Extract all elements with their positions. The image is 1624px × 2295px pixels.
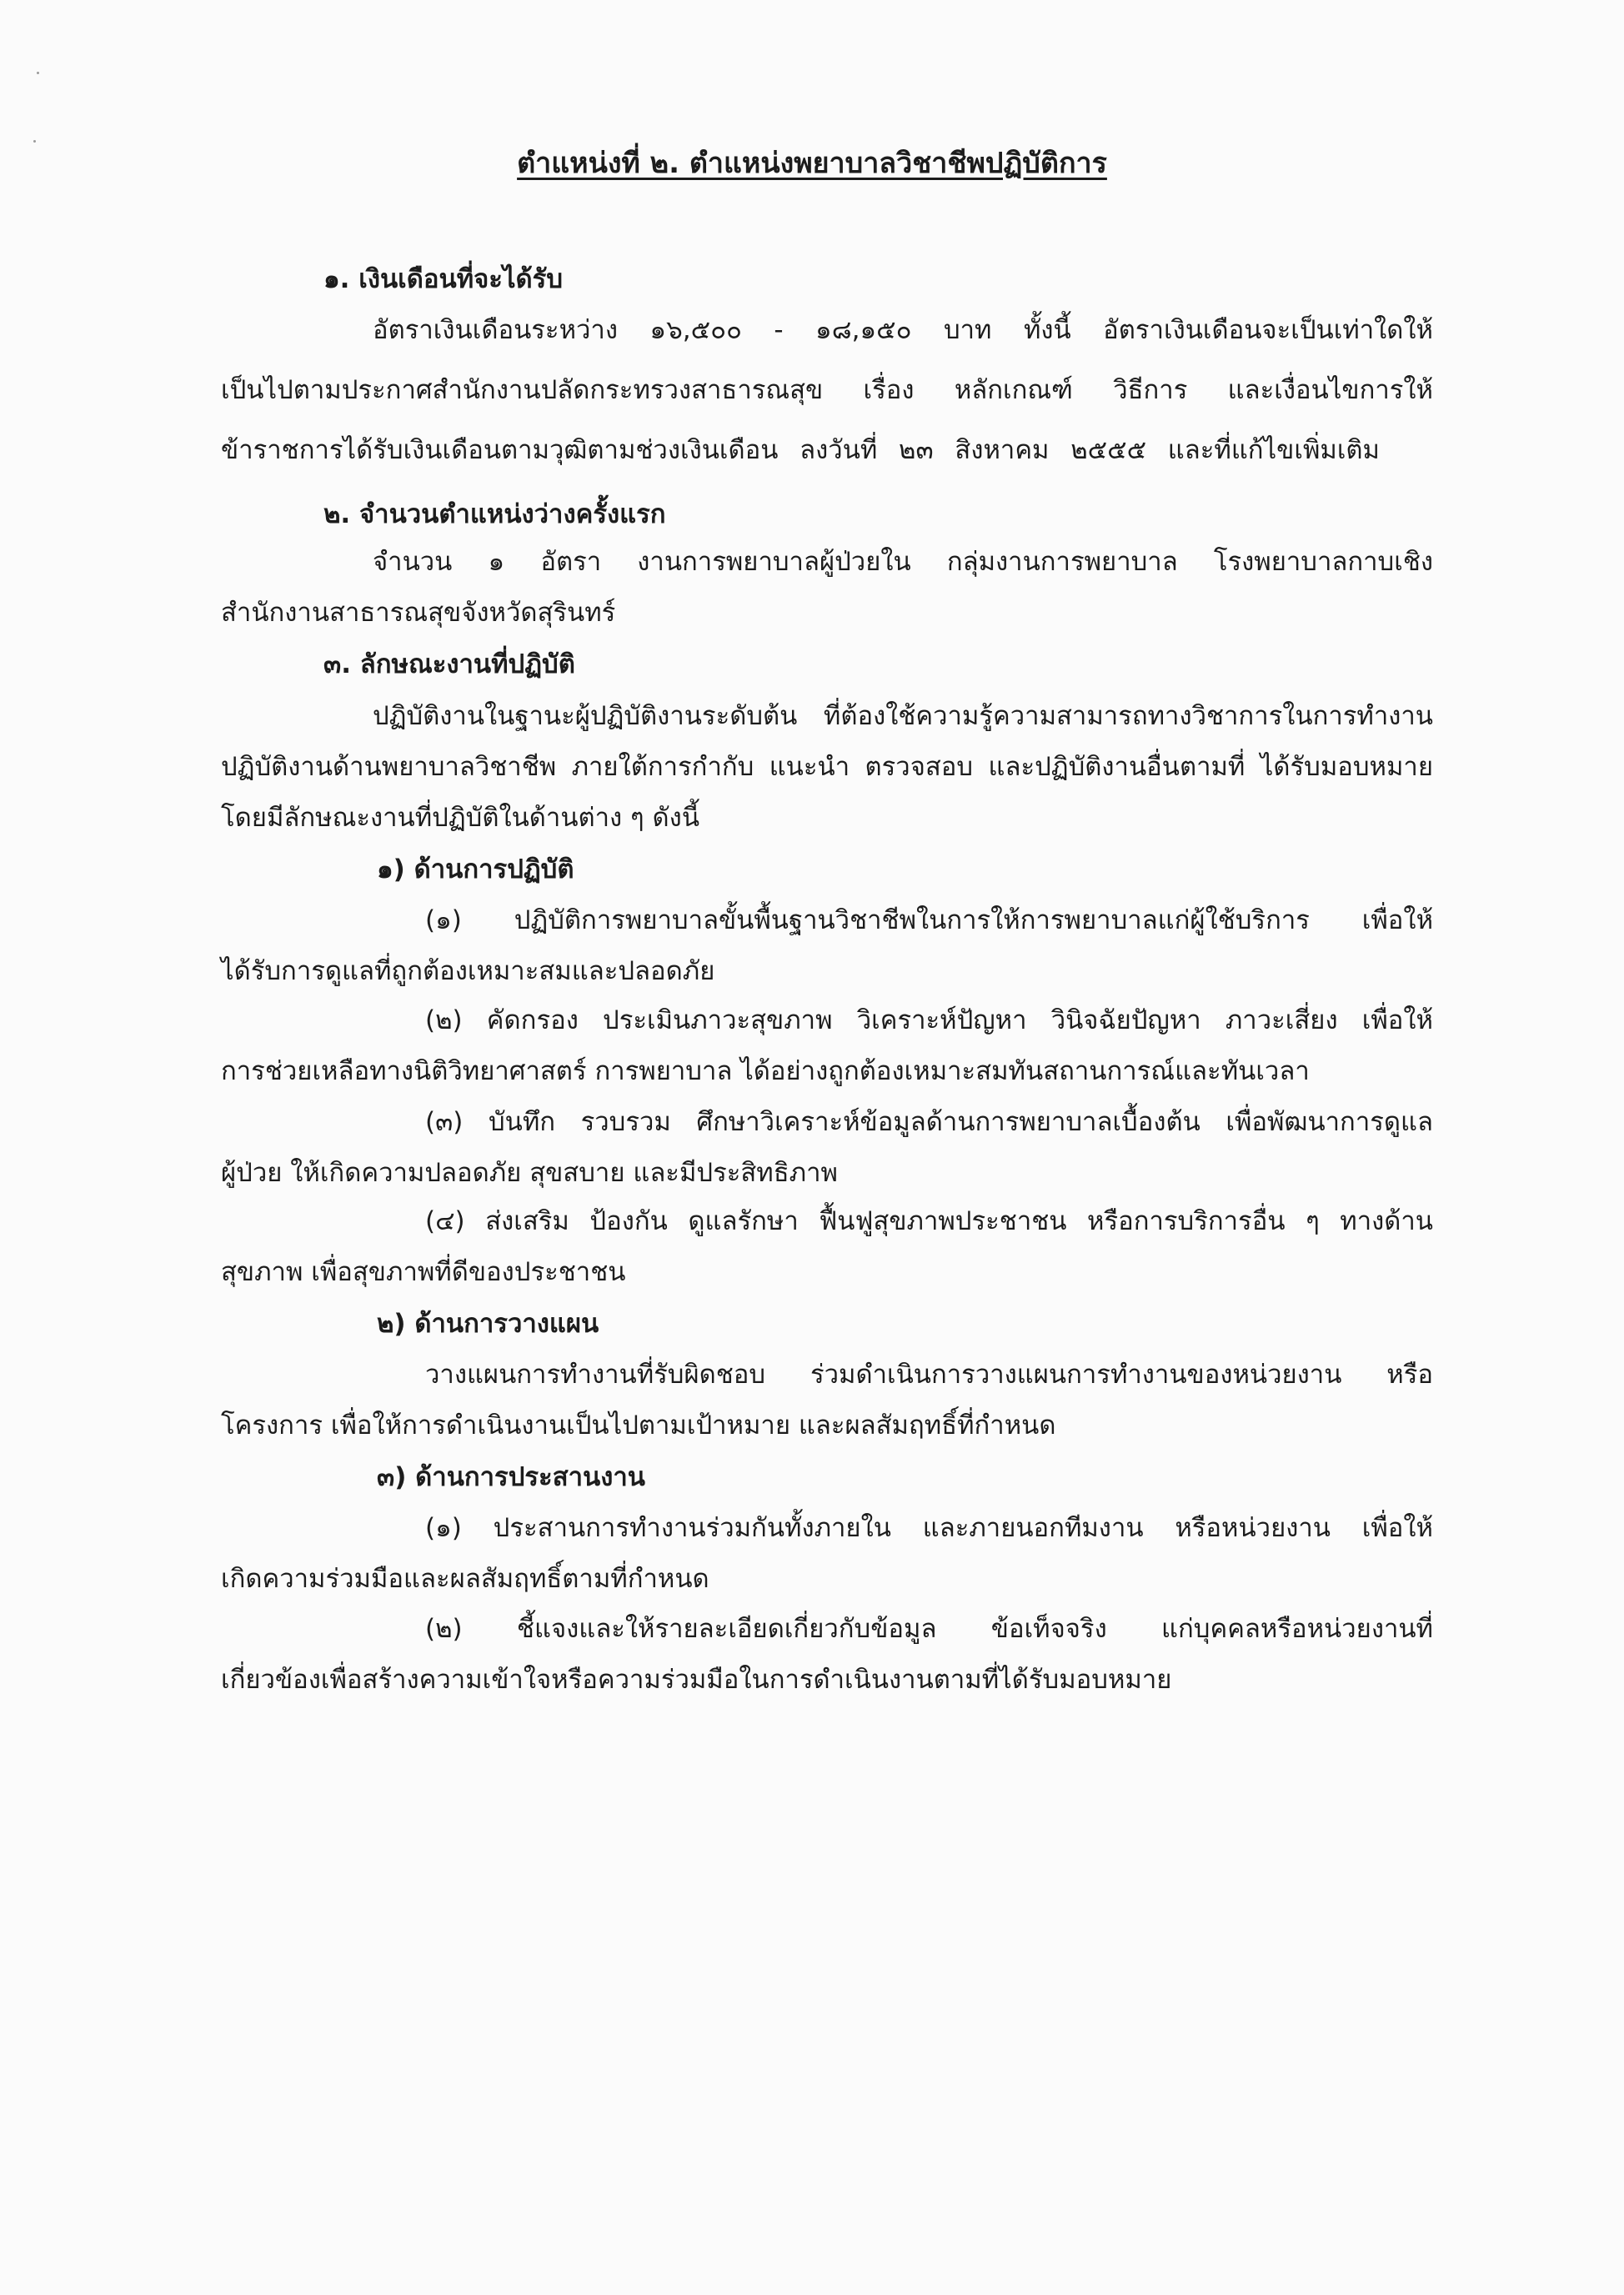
list-item-continuation: การช่วยเหลือทางนิติวิทยาศาสตร์ การพยาบาล ได้อย่างถูกต้องเหมาะสมทันสถานการณ์และทันเวลา bbox=[221, 1056, 1310, 1086]
section-heading: ๒. จำนวนตำแหน่งว่างครั้งแรก bbox=[323, 499, 666, 529]
paragraph-line: ปฏิบัติงานด้านพยาบาลวิชาชีพ ภายใต้การกำกับ แนะนำ ตรวจสอบ และปฏิบัติงานอื่นตามที่ ได้รับมอบหมาย bbox=[221, 752, 1433, 782]
list-item-continuation: ผู้ป่วย ให้เกิดความปลอดภัย สุขสบาย และมีประสิทธิภาพ bbox=[221, 1158, 838, 1188]
paragraph-line: โครงการ เพื่อให้การดำเนินงานเป็นไปตามเป้าหมาย และผลสัมฤทธิ์ที่กำหนด bbox=[221, 1411, 1056, 1441]
paragraph-line: วางแผนการทำงานที่รับผิดชอบ ร่วมดำเนินการวางแผนการทำงานของหน่วยงาน หรือ bbox=[425, 1360, 1433, 1390]
list-item-first-line: (๔) ส่งเสริม ป้องกัน ดูแลรักษา ฟื้นฟูสุขภาพประชาชน หรือการบริการอื่น ๆ ทางด้าน bbox=[425, 1206, 1433, 1236]
paragraph-line: ปฏิบัติงานในฐานะผู้ปฏิบัติงานระดับต้น ที่ต้องใช้ความรู้ความสามารถทางวิชาการในการทำงาน bbox=[373, 701, 1433, 731]
list-item-first-line: (๒) คัดกรอง ประเมินภาวะสุขภาพ วิเคราะห์ปัญหา วินิจฉัยปัญหา ภาวะเสี่ยง เพื่อให้ bbox=[425, 1005, 1433, 1035]
scan-speck bbox=[37, 72, 39, 74]
list-item-first-line: (๒) ชี้แจงและให้รายละเอียดเกี่ยวกับข้อมูล ข้อเท็จจริง แก่บุคคลหรือหน่วยงานที่ bbox=[425, 1614, 1433, 1644]
list-item-continuation: เกิดความร่วมมือและผลสัมฤทธิ์ตามที่กำหนด bbox=[221, 1564, 709, 1594]
subsection-heading: ๑) ด้านการปฏิบัติ bbox=[377, 854, 574, 884]
paragraph-line: ข้าราชการได้รับเงินเดือนตามวุฒิตามช่วงเงินเดือน ลงวันที่ ๒๓ สิงหาคม ๒๕๕๕ และที่แก้ไขเพิ่มเติม bbox=[221, 435, 1380, 465]
subsection-heading: ๒) ด้านการวางแผน bbox=[377, 1309, 599, 1339]
list-item-first-line: (๓) บันทึก รวบรวม ศึกษาวิเคราะห์ข้อมูลด้านการพยาบาลเบื้องต้น เพื่อพัฒนาการดูแล bbox=[425, 1107, 1433, 1137]
paragraph-line: จำนวน ๑ อัตรา งานการพยาบาลผู้ป่วยใน กลุ่มงานการพยาบาล โรงพยาบาลกาบเชิง bbox=[373, 547, 1433, 577]
list-item-first-line: (๑) ปฏิบัติการพยาบาลขั้นพื้นฐานวิชาชีพในการให้การพยาบาลแก่ผู้ใช้บริการ เพื่อให้ bbox=[425, 905, 1433, 935]
document-title: ตำแหน่งที่ ๒. ตำแหน่งพยาบาลวิชาชีพปฏิบัติการ bbox=[517, 147, 1107, 180]
list-item-continuation: เกี่ยวข้องเพื่อสร้างความเข้าใจหรือความร่วมมือในการดำเนินงานตามที่ได้รับมอบหมาย bbox=[221, 1665, 1172, 1695]
list-item-first-line: (๑) ประสานการทำงานร่วมกันทั้งภายใน และภายนอกทีมงาน หรือหน่วยงาน เพื่อให้ bbox=[425, 1513, 1433, 1543]
paragraph-line: สำนักงานสาธารณสุขจังหวัดสุรินทร์ bbox=[221, 598, 616, 628]
subsection-heading: ๓) ด้านการประสานงาน bbox=[377, 1462, 645, 1492]
paragraph-line: เป็นไปตามประกาศสำนักงานปลัดกระทรวงสาธารณสุข เรื่อง หลักเกณฑ์ วิธีการ และเงื่อนไขการให้ bbox=[221, 375, 1433, 405]
list-item-continuation: ได้รับการดูแลที่ถูกต้องเหมาะสมและปลอดภัย bbox=[221, 956, 715, 986]
paragraph-line: โดยมีลักษณะงานที่ปฏิบัติในด้านต่าง ๆ ดังนี้ bbox=[221, 803, 700, 833]
section-heading: ๓. ลักษณะงานที่ปฏิบัติ bbox=[323, 649, 575, 679]
section-heading: ๑. เงินเดือนที่จะได้รับ bbox=[323, 264, 564, 294]
list-item-continuation: สุขภาพ เพื่อสุขภาพที่ดีของประชาชน bbox=[221, 1257, 626, 1287]
paragraph-line: อัตราเงินเดือนระหว่าง ๑๖,๕๐๐ - ๑๘,๑๕๐ บาท ทั้งนี้ อัตราเงินเดือนจะเป็นเท่าใดให้ bbox=[373, 315, 1433, 345]
